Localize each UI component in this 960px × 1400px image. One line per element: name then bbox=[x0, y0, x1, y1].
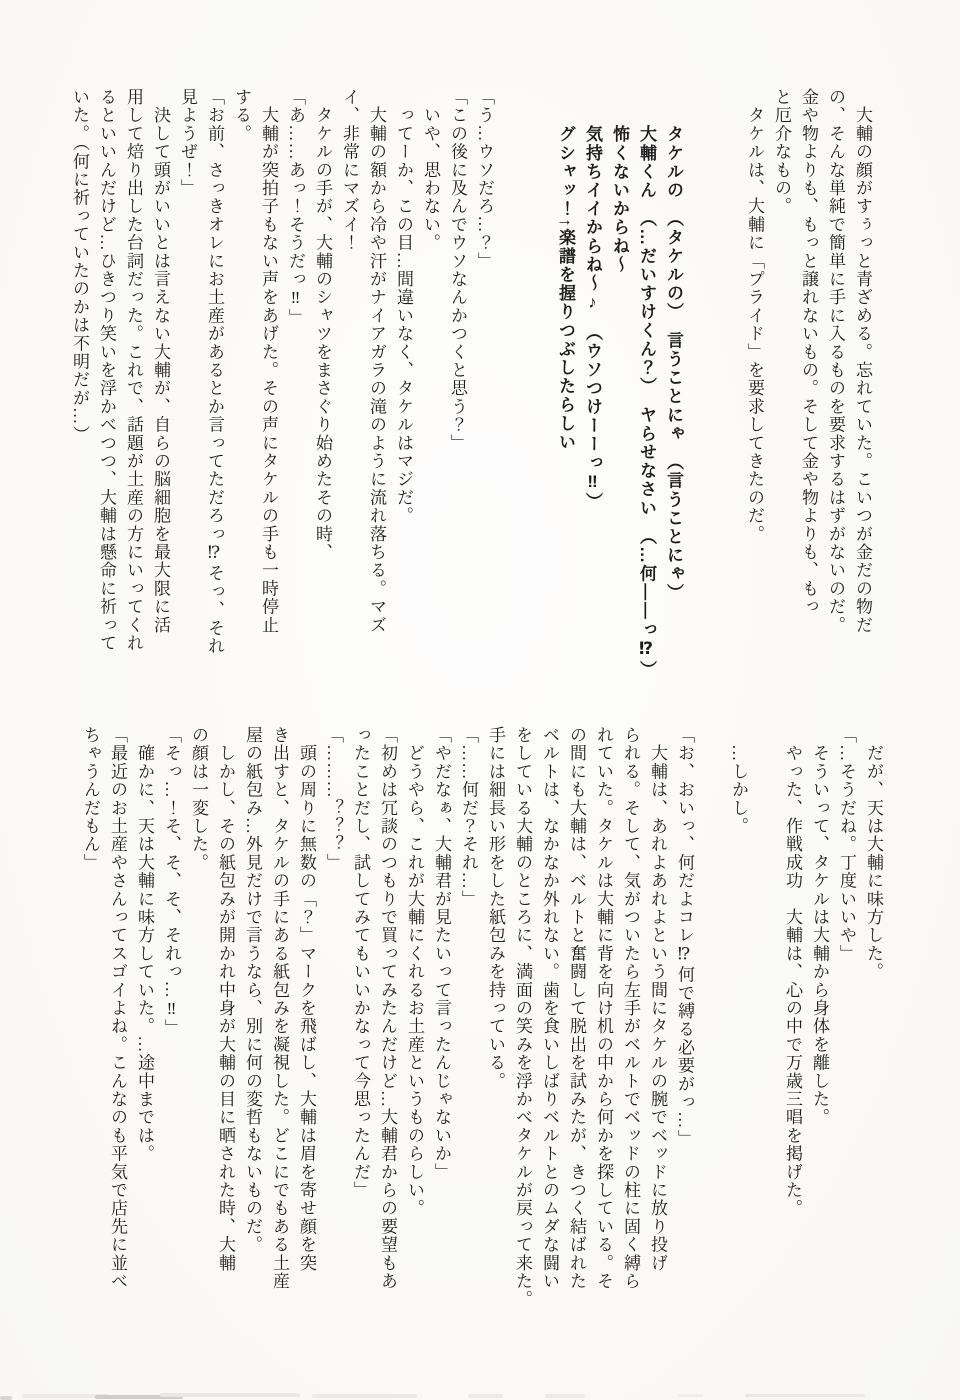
blank-column bbox=[687, 88, 714, 683]
scan-artifact bbox=[545, 1394, 585, 1398]
text-column: どうやら、これが大輔にくれるお土産というものらしい。 bbox=[405, 726, 424, 1218]
text-column: 大輔くん （…だいすけくん？） ヤらせなさい （…何――っ⁉） bbox=[637, 88, 656, 680]
text-column: する。 bbox=[232, 88, 251, 143]
text-column: タケルは、大輔に「プライド」を要求してきたのだ。 bbox=[745, 88, 764, 543]
text-column: と厄介なもの。 bbox=[772, 88, 791, 216]
blank-column bbox=[498, 88, 525, 683]
text-column: 気持ちイイからね〜♪ （ウソつけーーっ‼） bbox=[583, 88, 602, 512]
text-column: 手には細長い形をした紙包みを持っている。 bbox=[486, 726, 505, 1090]
text-column: ったことだし、試してみてもいいかなって今思ったんだ」 bbox=[351, 726, 370, 1200]
text-column: いや、思わない。 bbox=[421, 88, 440, 252]
text-column: 屋の紙包み…外見だけで言うなら、別に何の変哲もないものだ。 bbox=[243, 726, 262, 1254]
text-column: 見ようぜ！」 bbox=[178, 88, 197, 198]
text-column: 怖くないからね〜 bbox=[610, 88, 629, 274]
blank-column bbox=[714, 88, 741, 683]
text-column: 「う…ウソだろ…？」 bbox=[475, 88, 494, 270]
text-column: の間にも大輔は、ベルトと奮闘して脱出を試みたが、きつく結ばれた bbox=[567, 726, 586, 1291]
scan-artifact bbox=[160, 1393, 300, 1397]
text-column: 「最近のお土産やさんってスゴイよね。こんなのも平気で店先に並べ bbox=[108, 726, 127, 1291]
text-column: 大輔は、あれよあれよという間にタケルの腕でベッドに放り投げ bbox=[648, 726, 667, 1272]
text-column: 「…そうだね。丁度いいや」 bbox=[837, 726, 856, 963]
text-column: タケルの手が、大輔のシャツをまさぐり始めたその時、 bbox=[313, 88, 332, 562]
text-column: しかし、その紙包みが開かれ中身が大輔の目に晒された時、大輔 bbox=[216, 726, 235, 1272]
text-column: 「あ……あっ！そうだっ‼」 bbox=[286, 88, 305, 327]
scan-artifact bbox=[678, 1394, 703, 1397]
top-text-block bbox=[66, 88, 876, 683]
text-column: だが、天は大輔に味方した。 bbox=[864, 726, 883, 981]
text-column: ベルトは、なかなか外れない。歯を食いしばりベルトとのムダな闘い bbox=[540, 726, 559, 1291]
scan-artifact bbox=[312, 1394, 417, 1398]
text-column: 「この後に及んでウソなんかつくと思う？」 bbox=[448, 88, 467, 452]
text-column: られる。そして、気がついたら左手がベルトでベッドの柱に固く縛ら bbox=[621, 726, 640, 1291]
text-column: グシャッ！↑楽譜を握りつぶしたらしい bbox=[556, 88, 575, 452]
text-column: 「……何だ？それ…」 bbox=[459, 726, 478, 908]
text-column: 用して焙り出した台詞だった。これで、話題が土産の方にいってくれ bbox=[124, 88, 143, 653]
text-column: 「そっ…！そ、そ、そ、それっ…‼」 bbox=[162, 726, 181, 1038]
text-column: いた。（何に祈っていたのかは不明だが…） bbox=[70, 88, 89, 444]
text-column: 「お前、さっきオレにお土産があるとか言ってただろっ⁉そっ、それ bbox=[205, 88, 224, 656]
text-column: タケルの （タケルの） 言うことにゃ （言うことにゃ） bbox=[664, 88, 683, 602]
text-column: の顔は一変した。 bbox=[189, 726, 208, 872]
text-column: そういって、タケルは大輔から身体を離した。 bbox=[810, 726, 829, 1127]
text-column: をしている大輔のところに、満面の笑みを浮かべタケルが戻って来た。 bbox=[513, 726, 532, 1309]
text-column: れていた。タケルは大輔に背を向け机の中から何かを探している。そ bbox=[594, 726, 613, 1291]
text-column: 「やだなぁ、大輔君が見たいって言ったんじゃないか」 bbox=[432, 726, 451, 1181]
text-column: 金や物よりも、もっと譲れないもの。そして金や物よりも、もっ bbox=[799, 88, 818, 616]
text-column: 「お、おいっ、何だよコレ⁉何で縛る必要がっ…」 bbox=[675, 726, 694, 1148]
text-column: 大輔の額から冷や汗がナイアガラの滝のように流れ落ちる。マズ bbox=[367, 88, 386, 634]
scan-artifact bbox=[95, 1395, 183, 1399]
scan-artifact bbox=[0, 1396, 12, 1400]
text-column: 決して頭がいいとは言えない大輔が、自らの脳細胞を最大限に活 bbox=[151, 88, 170, 634]
text-column: き出すと、タケルの手にある紙包みを凝視した。どこにでもある土産 bbox=[270, 726, 289, 1291]
bottom-text-block bbox=[77, 726, 887, 1346]
blank-column bbox=[752, 726, 779, 1346]
text-column: るといいんだけど…ひきつり笑いを浮かべつつ、大輔は懸命に祈って bbox=[97, 88, 116, 653]
text-column: ってーか、この目…間違いなく、タケルはマジだ。 bbox=[394, 88, 413, 525]
text-column: やった、作戦成功 大輔は、心の中で万歳三唱を掲げた。 bbox=[783, 726, 802, 1218]
scan-artifact bbox=[468, 1394, 503, 1398]
text-column: ちゃうんだもん」 bbox=[81, 726, 100, 872]
text-column: 頭の周りに無数の「？」マークを飛ばし、大輔は眉を寄せ顔を突 bbox=[297, 726, 316, 1272]
text-column: 「初めは冗談のつもりで買ってみたんだけど…大輔君からの要望もあ bbox=[378, 726, 397, 1291]
text-column: の、そんな単純で簡単に手に入るものを要求するはずがないのだ。 bbox=[826, 88, 845, 634]
text-column: …しかし。 bbox=[729, 726, 748, 836]
text-column: 「………？？？」 bbox=[324, 726, 343, 872]
scan-artifact bbox=[745, 1394, 865, 1397]
text-column: 大輔が突拍子もない声をあげた。その声にタケルの手も一時停止 bbox=[259, 88, 278, 634]
text-column: イ、非常にマズイ！ bbox=[340, 88, 359, 252]
blank-column bbox=[698, 726, 725, 1346]
text-column: 確かに、天は大輔に味方していた。…途中までは。 bbox=[135, 726, 154, 1163]
blank-column bbox=[525, 88, 552, 683]
scan-artifact bbox=[22, 1394, 108, 1398]
text-column: 大輔の顔がすぅっと青ざめる。忘れていた。こいつが金だの物だ bbox=[853, 88, 872, 634]
